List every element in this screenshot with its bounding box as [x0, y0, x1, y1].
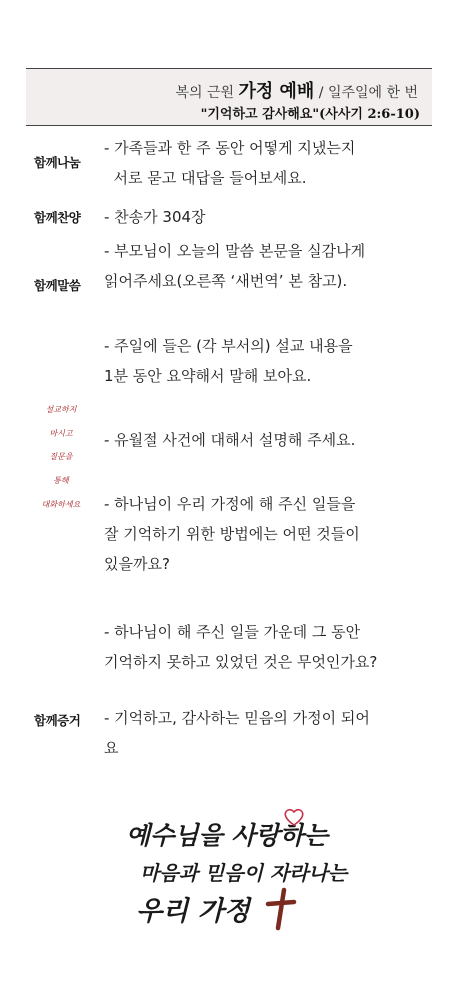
label-word: 함께말씀: [34, 278, 81, 293]
header-title: 가정 예배: [238, 81, 315, 102]
label-praise: 함께찬양: [34, 210, 81, 225]
calligraphy-line-1: 예수님을 사랑하는: [126, 821, 328, 850]
header-title-line: [176, 77, 419, 103]
word-text: - 부모님이 오늘의 말씀 본문을 실감나게 읽어주세요(오른쪽 ‘새번역’ 본 참고).: [104, 242, 366, 290]
side-note-line-2: 마시고: [49, 429, 73, 438]
share-text: - 가족들과 한 주 동안 어떻게 지냈는지 서로 묻고 대답을 들어보세요.: [104, 139, 356, 187]
header-prefix: 복의 근원: [175, 85, 235, 101]
question-4: - 하나님이 해 주신 일들 가운데 그 동안 기억하지 못하고 있었던 것은 무엇인가요?: [104, 623, 378, 671]
side-note-line-3: 질문을: [49, 452, 73, 461]
header-subtitle: "기억하고 감사해요"(사사기 2:6-10): [200, 107, 420, 122]
calligraphy-artwork: [118, 808, 368, 948]
side-note-line-1: 설교하지: [45, 405, 77, 414]
question-1: - 주일에 들은 (각 부서의) 설교 내용을 1분 동안 요약해서 말해 보아요.: [104, 337, 353, 385]
cross-icon: [268, 890, 294, 928]
calligraphy-line-2: 마음과 믿음이 자라나는: [140, 861, 348, 885]
label-testify: 함께증거: [34, 713, 81, 728]
header-suffix: / 일주일에 한 번: [318, 85, 418, 101]
label-share: 함께나눔: [34, 155, 81, 170]
praise-text: - 찬송가 304장: [104, 208, 206, 226]
worship-header: [26, 68, 432, 126]
testify-text: - 기억하고, 감사하는 믿음의 가정이 되어 요: [104, 709, 370, 757]
question-2: - 유월절 사건에 대해서 설명해 주세요.: [104, 431, 356, 449]
side-note-line-5: 대화하세요: [41, 500, 81, 509]
calligraphy-line-3: 우리 가정: [136, 896, 250, 927]
side-note-line-4: 통해: [53, 476, 69, 485]
question-3: - 하나님이 우리 가정에 해 주신 일들을 잘 기억하기 위한 방법에는 어떤 것들이 있을까요?: [104, 495, 360, 573]
